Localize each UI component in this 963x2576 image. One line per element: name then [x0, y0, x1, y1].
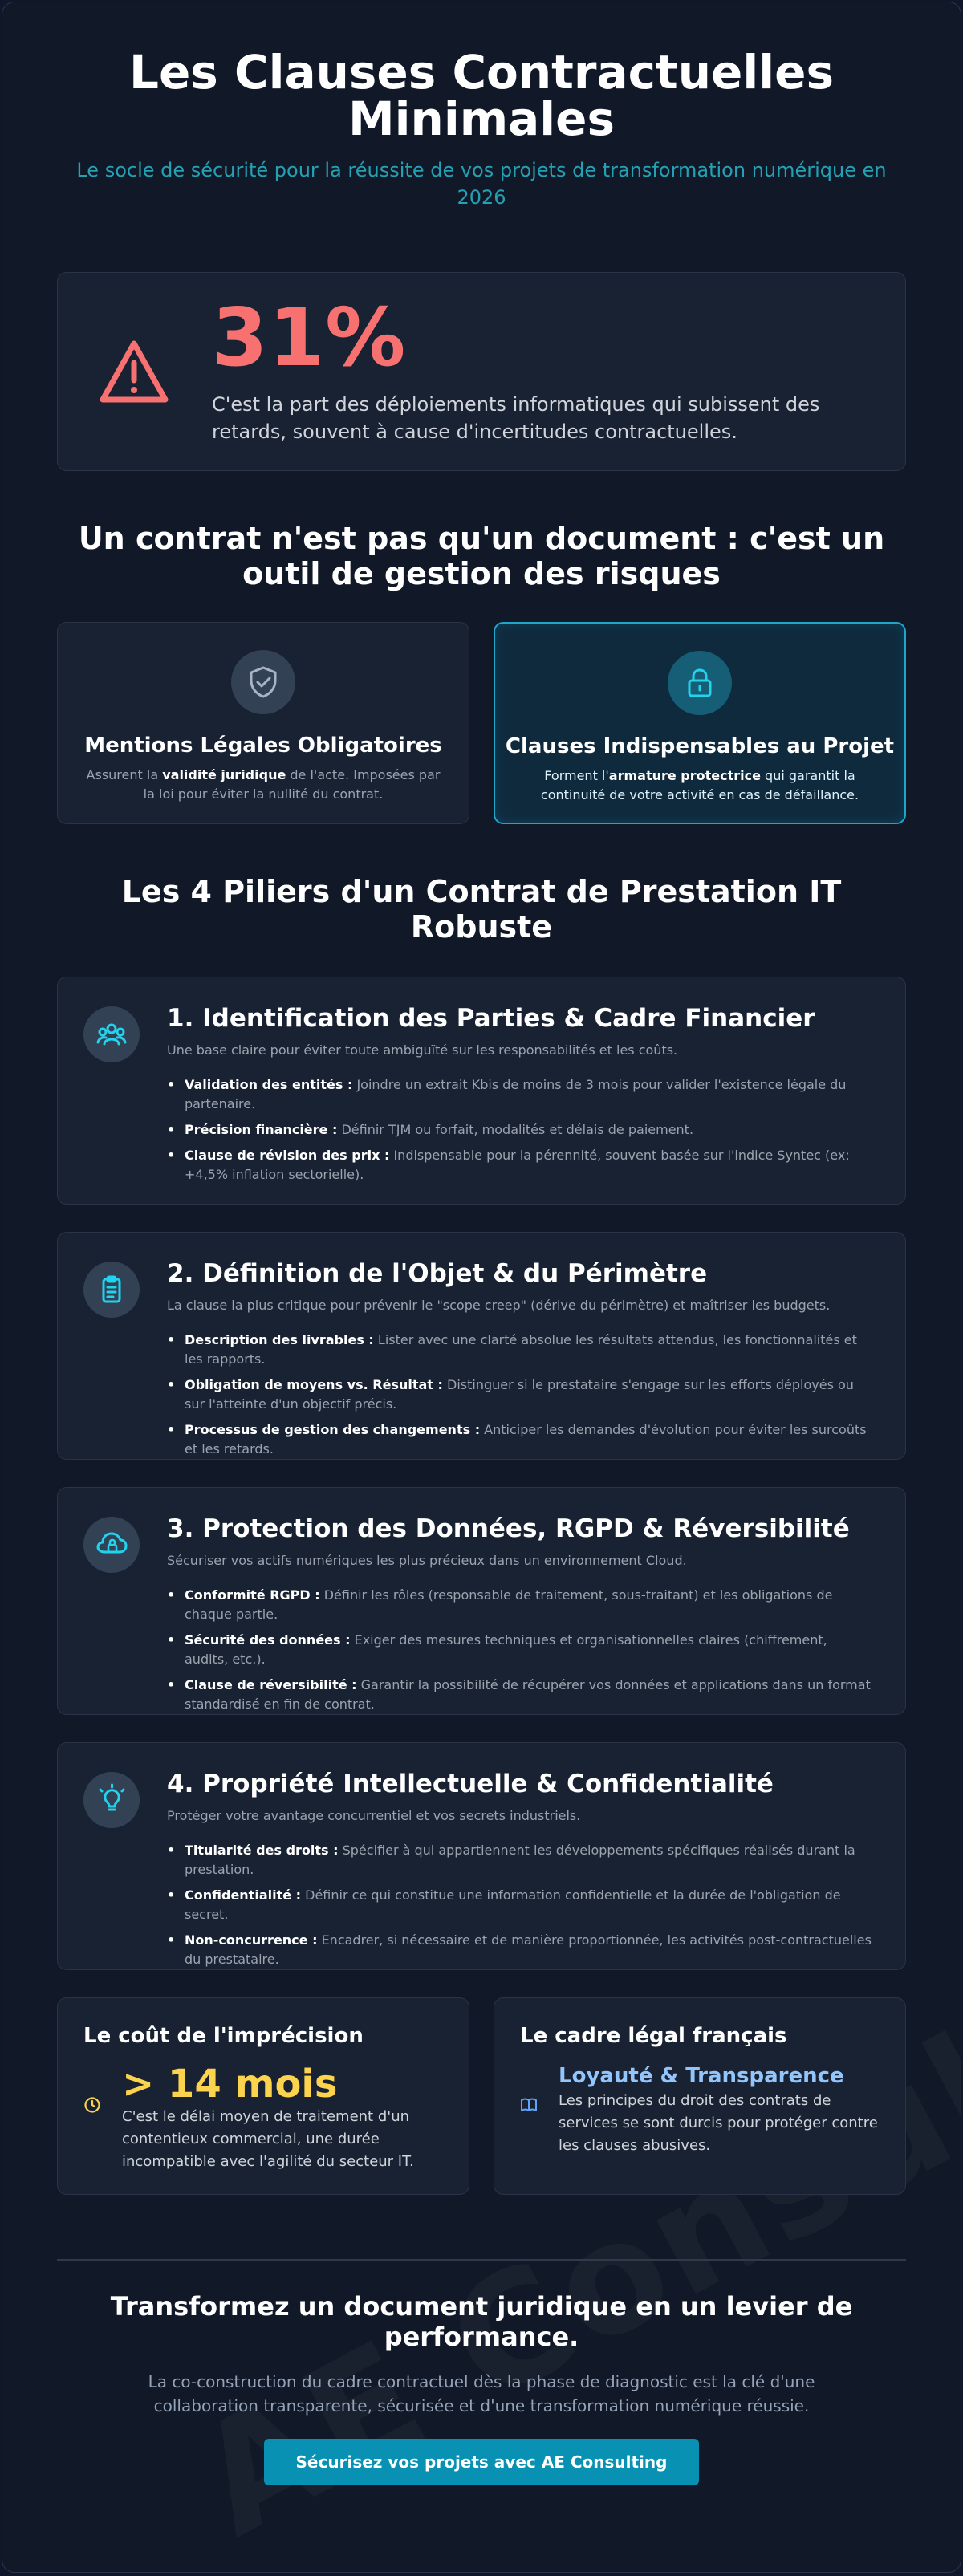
page-title: [57, 45, 906, 146]
list-item: • Sécurité des données : Exiger des mesures techniques et organisationnelles claires (chiffrement, audits, etc.).: [167, 1631, 873, 1669]
warning-triangle-icon: [96, 334, 172, 409]
list-item: • Clause de révision des prix : Indispensable pour la pérennité, souvent basée sur l'indice Syntec (ex: +4,5% inflation sectorielle).: [167, 1146, 873, 1184]
pillar-card-3: [57, 1487, 906, 1715]
stat-text: [212, 291, 822, 445]
cta-description: La co-construction du cadre contractuel dès la phase de diagnostic est la clé d'une collaboration transparente, sécurisée et d'une transformation numérique réussie.: [148, 2372, 815, 2416]
page-subtitle: Le socle de sécurité pour la réussite de vos projets de transformation numérique en 2026: [76, 159, 887, 209]
pillar-3-body: [167, 1515, 873, 1714]
cloud-lock-icon: [83, 1517, 140, 1573]
pillar-4-title: 4. Propriété Intellectuelle & Confidentialité: [167, 1769, 774, 1798]
mandatory-legal-mentions-description: Assurent la validité juridique de l'acte. Imposées par la loi pour éviter la nullité du contrat.: [86, 767, 441, 802]
stat-description: C'est la part des déploiements informatiques qui subissent des retards, souvent à cause d'incertitudes contractuelles.: [212, 393, 820, 443]
legal-card-title: Le cadre légal français: [520, 2024, 787, 2048]
shield-check-icon: [231, 650, 295, 714]
legal-card-description: Les principes du droit des contrats de services se sont durcis pour protéger contre les clauses abusives.: [559, 2092, 878, 2154]
pillar-1-title: 1. Identification des Parties & Cadre Financier: [167, 1004, 815, 1033]
cta-title: Transformez un document juridique en un levier de performance.: [110, 2291, 853, 2352]
pillar-4-bullets: [167, 1841, 873, 1969]
pillar-1-body: [167, 1005, 873, 1204]
list-item: • Validation des entités : Joindre un extrait Kbis de moins de 3 mois pour valider l'existence légale du partenaire.: [167, 1075, 873, 1114]
list-item: • Clause de réversibilité : Garantir la possibilité de récupérer vos données et applications dans un format standardisé en fin de contrat.: [167, 1676, 873, 1714]
list-item: • Précision financière : Définir TJM ou forfait, modalités et délais de paiement.: [167, 1120, 873, 1140]
infographic-page: [2, 2, 961, 2573]
cost-card-title: Le coût de l'imprécision: [83, 2024, 364, 2048]
clipboard-list-icon: [83, 1262, 140, 1318]
mandatory-legal-mentions-title: Mentions Légales Obligatoires: [84, 733, 442, 758]
pillar-3-subtitle: Sécuriser vos actifs numériques les plus précieux dans un environnement Cloud.: [167, 1553, 687, 1568]
pillar-card-4: [57, 1742, 906, 1970]
list-item: • Confidentialité : Définir ce qui constitue une information confidentielle et la durée de l'obligation de secret.: [167, 1886, 873, 1924]
pillars-section-title: Les 4 Piliers d'un Contrat de Prestation IT Robuste: [121, 874, 842, 945]
protective-framework-emphasis: armature protectrice: [608, 768, 761, 783]
essential-project-clauses-card: [494, 622, 906, 824]
list-item: • Non-concurrence : Encadrer, si nécessaire et de manière proportionnée, les activités post-contractuelles du prestataire.: [167, 1931, 873, 1969]
call-to-action-section: [57, 2291, 906, 2485]
pillar-1-subtitle: Une base claire pour éviter toute ambiguïté sur les responsabilités et les coûts.: [167, 1042, 678, 1058]
pillar-2-bullets: [167, 1331, 873, 1459]
legal-card-content: [520, 2064, 880, 2157]
cost-of-imprecision-card: [57, 1997, 469, 2195]
pillar-4-subtitle: Protéger votre avantage concurrentiel et vos secrets industriels.: [167, 1808, 581, 1823]
cost-card-text-block: [122, 2064, 443, 2173]
list-item: • Description des livrables : Lister avec une clarté absolue les résultats attendus, les fonctionnalités et les rapports.: [167, 1331, 873, 1369]
secure-projects-button[interactable]: Sécurisez vos projets avec AE Consulting: [264, 2439, 699, 2485]
cost-card-content: [83, 2064, 443, 2173]
pillar-1-bullets: [167, 1075, 873, 1184]
list-item: • Conformité RGPD : Définir les rôles (responsable de traitement, sous-traitant) et les obligations de chaque partie.: [167, 1586, 873, 1624]
pillar-3-bullets: [167, 1586, 873, 1714]
essential-project-clauses-description: Forment l'armature protectrice qui garantit la continuité de votre activité en cas de défaillance.: [540, 768, 859, 802]
legal-card-accent: Loyauté & Transparence: [559, 2064, 844, 2088]
list-item: • Processus de gestion des changements : Anticiper les demandes d'évolution pour éviter les surcoûts et les retards.: [167, 1420, 873, 1459]
legal-card-text-block: [559, 2064, 880, 2157]
pillar-2-body: [167, 1260, 873, 1459]
list-item: • Titularité des droits : Spécifier à qui appartiennent les développements spécifiques réalisés durant la prestation.: [167, 1841, 873, 1879]
pillar-card-2: [57, 1232, 906, 1460]
french-legal-framework-card: [494, 1997, 906, 2195]
info-card-row: [57, 1997, 906, 2195]
list-item: • Obligation de moyens vs. Résultat : Distinguer si le prestataire s'engage sur les efforts déployés ou sur l'atteinte d'un objectif précis.: [167, 1375, 873, 1414]
page-title-line-2: Minimales: [347, 91, 616, 146]
book-open-icon: [520, 2096, 538, 2157]
pillar-3-title: 3. Protection des Données, RGPD & Réversibilité: [167, 1514, 850, 1543]
lightbulb-icon: [83, 1772, 140, 1828]
section-divider: [57, 2259, 906, 2261]
pillar-2-title: 2. Définition de l'Objet & du Périmètre: [167, 1259, 708, 1288]
legal-validity-emphasis: validité juridique: [162, 767, 286, 782]
lock-icon: [668, 651, 732, 715]
delay-stat-card: [57, 272, 906, 471]
page-title-line-1: Les Clauses Contractuelles: [129, 45, 834, 100]
essential-project-clauses-title: Clauses Indispensables au Projet: [505, 734, 895, 758]
stat-value: 31%: [212, 291, 407, 384]
pillar-card-1: [57, 977, 906, 1205]
cost-card-description: C'est le délai moyen de traitement d'un contentieux commercial, une durée incompatible avec l'agilité du secteur IT.: [122, 2108, 414, 2170]
pillar-2-subtitle: La clause la plus critique pour prévenir le "scope creep" (dérive du périmètre) et maîtriser les budgets.: [167, 1298, 831, 1313]
pillar-4-body: [167, 1770, 873, 1969]
risk-section-title: Un contrat n'est pas qu'un document : c'est un outil de gestion des risques: [78, 521, 885, 591]
cost-card-value: > 14 mois: [122, 2062, 338, 2107]
mandatory-legal-mentions-card: [57, 622, 469, 824]
clock-icon: [83, 2096, 101, 2173]
page-content: [2, 2, 961, 2485]
risk-cards: [57, 622, 906, 824]
users-icon: [83, 1006, 140, 1062]
